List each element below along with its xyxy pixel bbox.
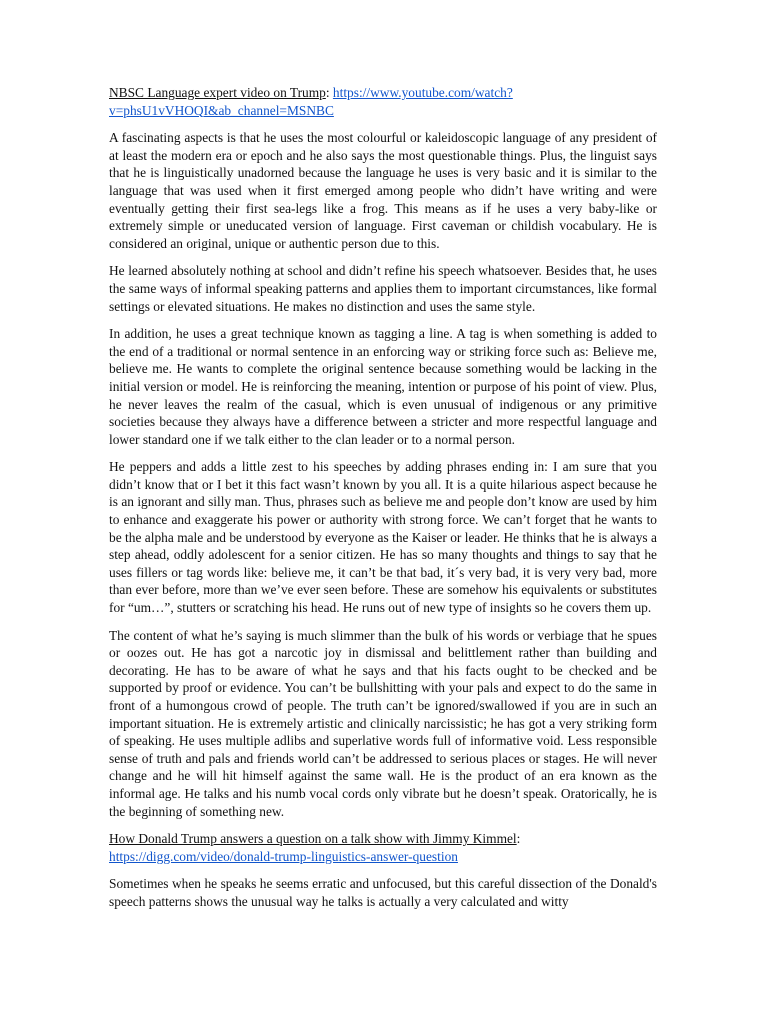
paragraph: In addition, he uses a great technique known as tagging a line. A tag is when something is added to the end of a traditional or normal sentence in an enforcing way or striking force such as: Believe me, believe me. He wants to complete the original sentence because something would be lacking in the initial version or model. He is reinforcing the meaning, intention or purpose of his point of view. Plus, he never leaves the realm of the casual, which is even unusual of indigenous or any primitive societies because they always have a difference between a stricter and more respectful language and lower standard one if we talk either to the clan leader or to a normal person. [109,326,657,447]
document-page [109,84,657,921]
digg-link[interactable]: https://digg.com/video/donald-trump-linguistics-answer-question [109,848,458,864]
youtube-link[interactable]: https://www.youtube.com/watch?v=phsU1vVHOQI&ab_channel=MSNBC [109,85,513,118]
section-heading-kimmel [109,830,657,865]
section-heading-msnbc [109,84,657,119]
heading-separator: : [325,85,333,100]
paragraph: The content of what he’s saying is much slimmer than the bulk of his words or verbiage that he spues or oozes out. He has got a narcotic joy in dismissal and belittlement rather than building and decorating. He has to be aware of what he says and that his facts ought to be checked and be supported by proof or evidence. You can’t be bullshitting with your pals and expect to do the same in front of a humongous crowd of people. The truth can’t be ignored/swallowed if you are in such an important situation. He is extremely artistic and clinically narcissistic; he has got a very striking form of speaking. He uses multiple adlibs and superlative words full of informative void. Less responsible sense of truth and pals and friends world can’t be addressed to serious places or stages. He will never change and he will hit himself against the same wall. He is the product of an era known as the informal age. He talks and his numb vocal cords only vibrate but he doesn’t speak. Oratorically, he is the beginning of something new. [109,627,657,819]
paragraph: A fascinating aspects is that he uses the most colourful or kaleidoscopic language of any president of at least the modern era or epoch and he also says the most questionable things. Plus, the linguist says that he is linguistically unadorned because the language he uses is very basic and it is similar to the language that was used when it first emerged among people who didn’t have writing and were eventually getting their first sea-legs like a frog. This means as if he uses a very baby-like or extremely simple or uneducated version of language. First caveman or childish vocabulary. He is considered an original, unique or authentic person due to this. [109,130,657,251]
paragraph: He learned absolutely nothing at school and didn’t refine his speech whatsoever. Besides that, he uses the same ways of informal speaking patterns and applies them to important circumstances, like formal settings or elevated situations. He makes no distinction and uses the same style. [109,263,657,314]
heading-separator: : [516,831,521,847]
heading-label: NBSC Language expert video on Trump [109,85,326,100]
heading-label: How Donald Trump answers a question on a talk show with Jimmy Kimmel [109,831,517,847]
paragraph: He peppers and adds a little zest to his speeches by adding phrases ending in: I am sure that you didn’t know that or I bet it this fact wasn’t known by you all. It is a quite hilarious aspect because he is an ignorant and silly man. Thus, phrases such as believe me and people don’t know are used by him to enhance and exaggerate his power or authority with strong force. We can’t forget that he wants to be the alpha male and be understood by everyone as the Kaiser or leader. He thinks that he is always a step ahead, oddly adolescent for a senior citizen. He has so many thoughts and things to say that he uses fillers or tag words like: believe me, it can’t be that bad, it´s very bad, it is very very bad, more than ever before, more than we’ve ever seen before. These are somehow his equivalents or substitutes for “um…”, stutters or scratching his head. He runs out of new type of insights so he covers them up. [109,459,657,616]
paragraph: Sometimes when he speaks he seems erratic and unfocused, but this careful dissection of the Donald's speech patterns shows the unusual way he talks is actually a very calculated and witty [109,876,657,909]
